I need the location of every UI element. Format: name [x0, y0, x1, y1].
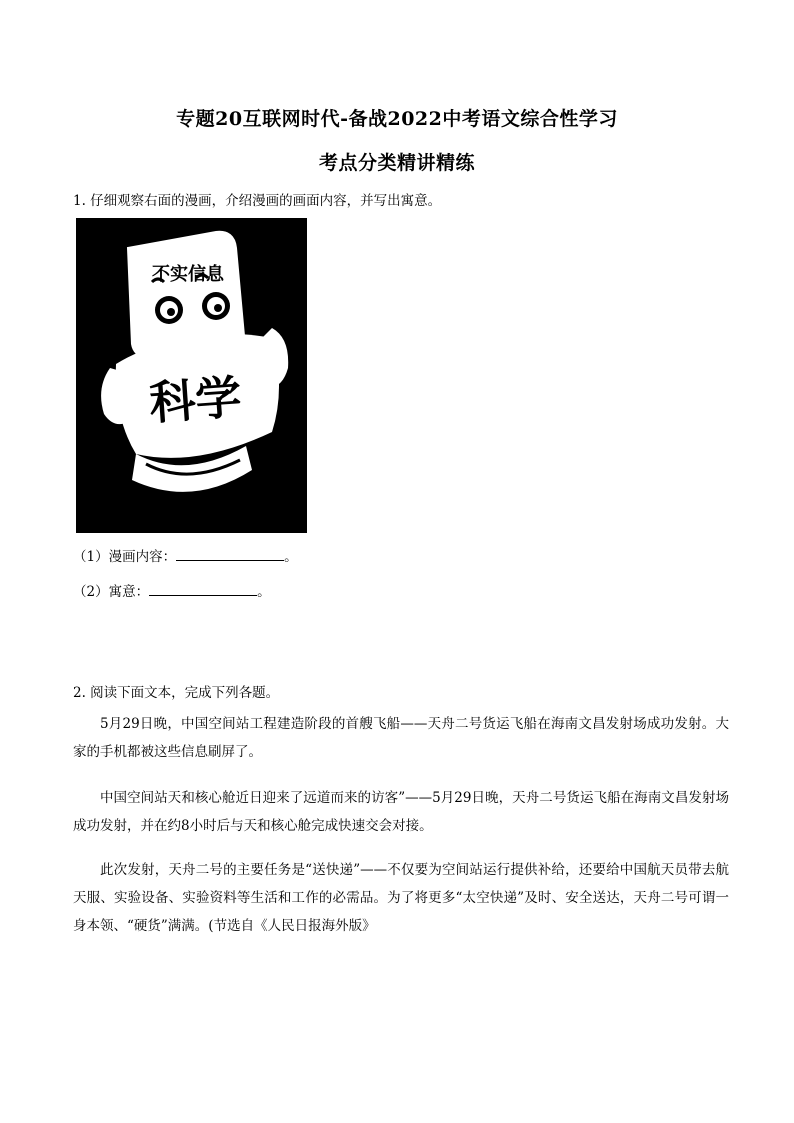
- sub-2-end: 。: [257, 584, 271, 600]
- sub-2-label: （2）寓意：: [73, 584, 150, 600]
- sign-text: 不实信息: [152, 264, 224, 285]
- page-subtitle: 考点分类精讲精练: [318, 152, 475, 174]
- cartoon-image: [76, 218, 307, 533]
- question-1-prompt: 1. 仔细观察右面的漫画，介绍漫画的画面内容，并写出寓意。: [73, 193, 442, 209]
- sub-1-end: 。: [284, 549, 298, 565]
- answer-blank-1[interactable]: [176, 548, 284, 561]
- paragraph-2: 中国空间站天和核心舱近日迎来了远道而来的访客”——5月29日晚，天舟二号货运飞船在海南文昌发射场成功发射，并在约8小时后与天和核心舱完成快速交会对接。: [73, 790, 729, 834]
- paragraph-3: 此次发射，天舟二号的主要任务是“送快递”——不仅要为空间站运行提供补给，还要给中国航天员带去航天服、实验设备、实验资料等生活和工作的必需品。为了将更多“太空快递”及时、安全送达，天舟二号可谓一身本领、“硬货”满满。(节选自《人民日报海外版》: [73, 862, 729, 934]
- page-title: 专题20互联网时代-备战2022中考语文综合性学习: [176, 108, 618, 130]
- question-1-sub-2: [73, 580, 271, 600]
- answer-blank-2[interactable]: [149, 583, 257, 596]
- question-2-prompt: 2. 阅读下面文本，完成下列各题。: [73, 685, 280, 701]
- mask-text: 科学: [147, 369, 244, 431]
- sub-1-label: （1）漫画内容：: [73, 549, 177, 565]
- question-1-sub-1: [73, 545, 298, 565]
- paragraph-1: 5月29日晚，中国空间站工程建造阶段的首艘飞船——天舟二号货运飞船在海南文昌发射场成功发射。大家的手机都被这些信息刷屏了。: [73, 716, 729, 760]
